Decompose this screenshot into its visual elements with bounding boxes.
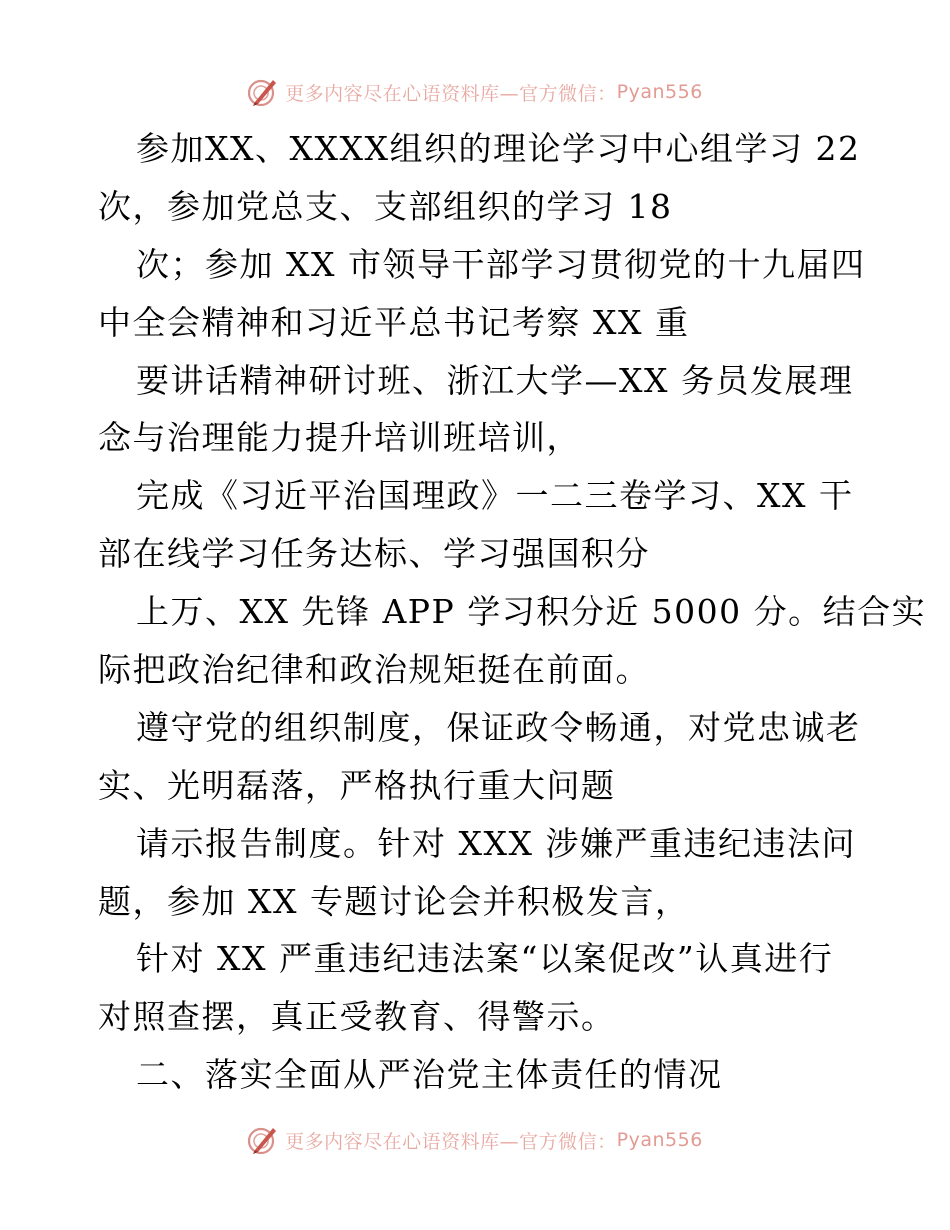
header-watermark xyxy=(0,72,950,112)
paragraph xyxy=(98,815,868,931)
paragraph xyxy=(98,236,868,352)
pen-logo-icon xyxy=(247,76,279,108)
text-line: 上万、XX 先锋 APP 学习积分近 5000 分。结合实 xyxy=(136,592,927,632)
watermark-text: 更多内容尽在心语资料库—官方微信： xyxy=(285,1130,617,1153)
text-line: 请示报告制度。针对 XXX 涉嫌严重违纪违法问 xyxy=(136,823,856,863)
text-line: 次；参加 XX 市领导干部学习贯彻党的十九届四 xyxy=(136,244,866,284)
pen-logo-icon xyxy=(247,1124,279,1156)
text-line: 次，参加党总支、支部组织的学习 18 xyxy=(98,186,673,226)
section-heading xyxy=(98,1046,868,1104)
text-line: 完成《习近平治国理政》一二三卷学习、XX 干 xyxy=(136,476,854,516)
text-line: 遵守党的组织制度，保证政令畅通，对党忠诚老 xyxy=(136,707,861,747)
paragraph xyxy=(98,467,868,583)
paragraph xyxy=(98,583,927,699)
text-line: 实、光明磊落，严格执行重大问题 xyxy=(98,765,616,805)
text-line: 念与治理能力提升培训班培训， xyxy=(98,418,581,458)
paragraph xyxy=(98,699,868,815)
text-line: 中全会精神和习近平总书记考察 XX 重 xyxy=(98,302,690,342)
text-line: 题，参加 XX 专题讨论会并积极发言， xyxy=(98,881,690,921)
paragraph xyxy=(98,120,868,236)
text-line: 际把政治纪律和政治规矩挺在前面。 xyxy=(98,650,650,690)
document-body xyxy=(98,120,927,1104)
text-line: 部在线学习任务达标、学习强国积分 xyxy=(98,534,650,574)
text-line: 针对 XX 严重违纪违法案“以案促改”认真进行 xyxy=(136,939,834,979)
text-line: 参加XX、XXXX组织的理论学习中心组学习 22 xyxy=(136,129,861,168)
watermark-wechat-id: Pyan556 xyxy=(616,1129,703,1151)
watermark-text: 更多内容尽在心语资料库—官方微信： xyxy=(285,82,617,105)
footer-watermark xyxy=(0,1120,950,1160)
text-line: 要讲话精神研讨班、浙江大学—XX 务员发展理 xyxy=(136,360,854,400)
watermark-wechat-id: Pyan556 xyxy=(616,81,703,103)
heading-line: 二、落实全面从严治党主体责任的情况 xyxy=(136,1055,723,1095)
paragraph xyxy=(98,352,868,468)
paragraph xyxy=(98,930,868,1046)
text-line: 对照查摆，真正受教育、得警示。 xyxy=(98,997,616,1037)
